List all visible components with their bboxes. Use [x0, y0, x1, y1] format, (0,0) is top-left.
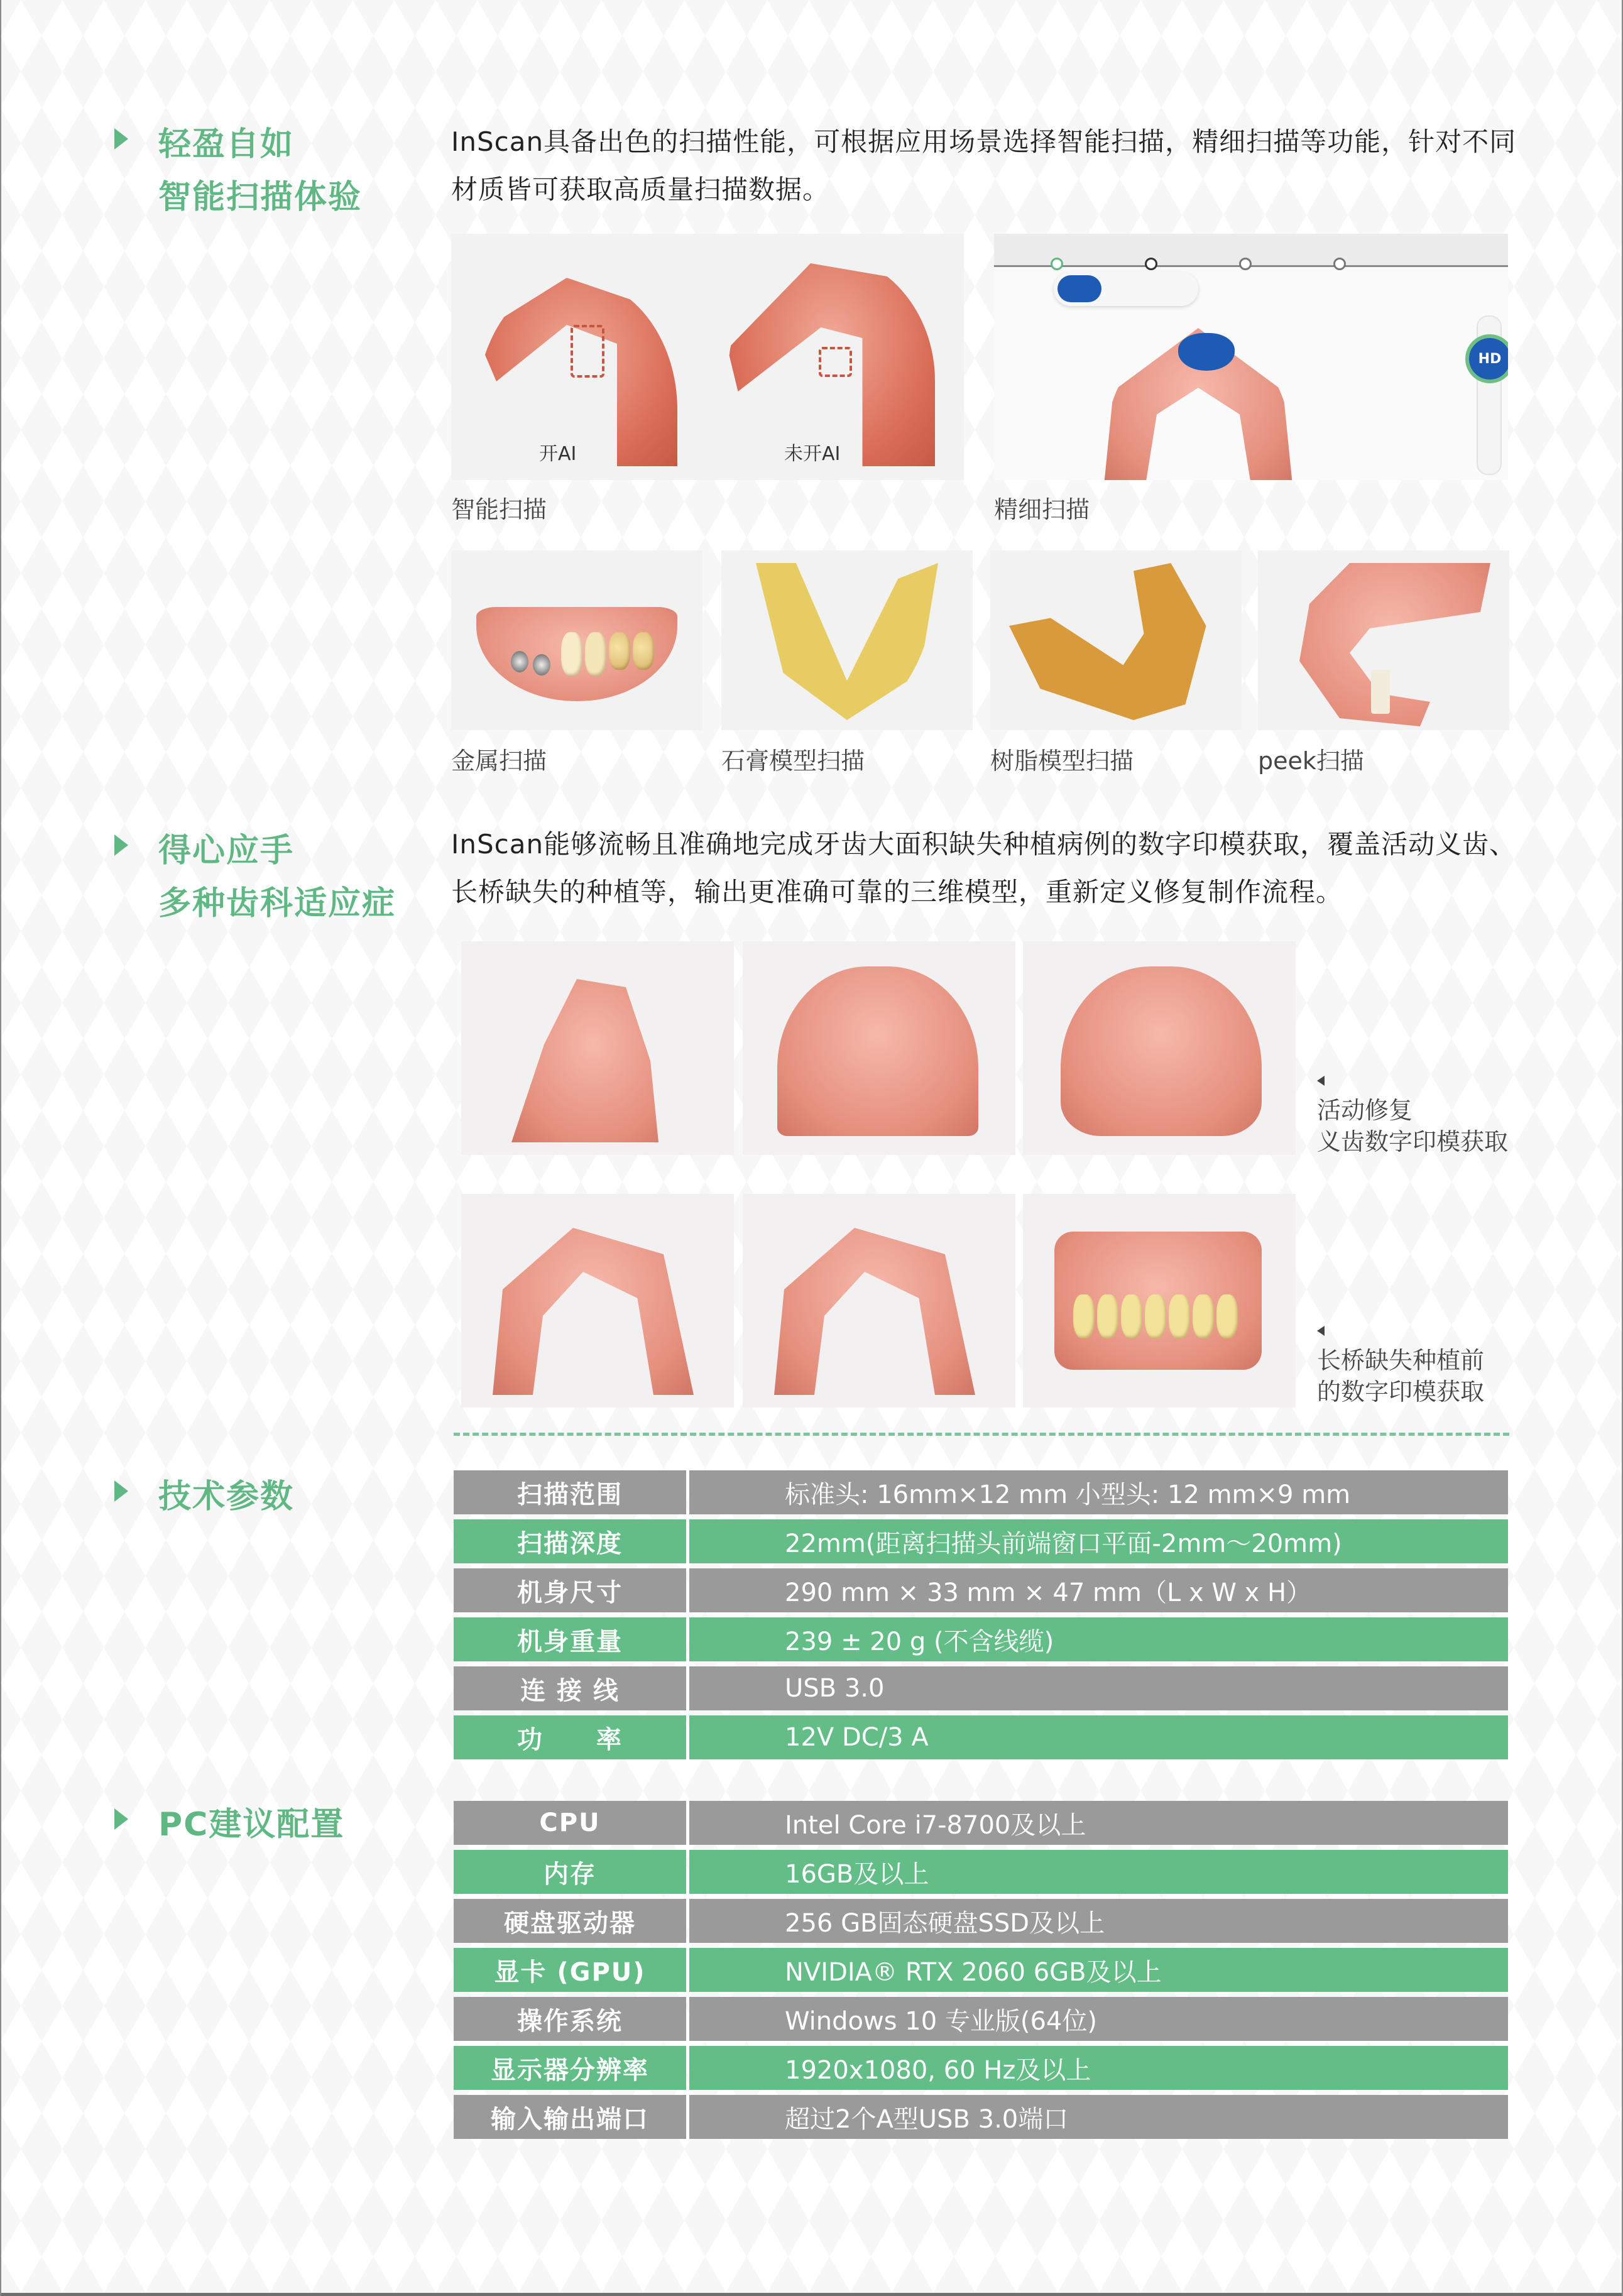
fine-scan-image — [994, 234, 1508, 480]
triangle-bullet-icon — [114, 1480, 128, 1502]
implant-arch — [493, 1219, 694, 1395]
note-line: 活动修复 — [1317, 1096, 1413, 1124]
resin-scan-caption: 树脂模型扫描 — [990, 747, 1134, 775]
denture-case-note — [1317, 1076, 1508, 1157]
palate-model — [1061, 966, 1262, 1136]
resin-model — [1009, 563, 1216, 720]
peek-post — [1371, 670, 1390, 714]
indications-description: InScan能够流畅且准确地完成牙齿大面积缺失种植病例的数字印模获取，覆盖活动义齿、长桥缺失的种植等，输出更准确可靠的三维模型，重新定义修复制作流程。 — [451, 829, 1517, 907]
lower-teeth — [1073, 1294, 1238, 1338]
metal-scan-caption: 金属扫描 — [451, 747, 547, 775]
section-divider — [454, 1433, 1509, 1436]
implant-case-note — [1317, 1326, 1484, 1408]
table-row — [454, 1948, 1508, 1992]
table-row — [454, 1997, 1508, 2041]
heading-line-1: PC建议配置 — [158, 1806, 345, 1844]
spec-value: NVIDIA® RTX 2060 6GB及以上 — [689, 1948, 1508, 1992]
ai-on-label: 开AI — [539, 443, 577, 465]
spec-key: 显示器分辨率 — [454, 2046, 686, 2090]
smart-scan-image — [451, 234, 964, 480]
jaw-mode-icon — [1057, 275, 1101, 302]
triangle-bullet-icon — [114, 834, 128, 856]
step-indicator — [1145, 258, 1157, 270]
section-heading-indications — [114, 824, 396, 930]
table-row — [454, 1899, 1508, 1943]
denture-case-image-1 — [461, 941, 734, 1155]
spec-value: 256 GB固态硬盘SSD及以上 — [689, 1899, 1508, 1943]
left-arrow-icon — [1317, 1076, 1325, 1086]
plaster-scan-image — [721, 550, 973, 730]
spec-key: 内存 — [454, 1850, 686, 1894]
spec-value: 标准头: 16mm×12 mm 小型头: 12 mm×9 mm — [689, 1470, 1508, 1514]
implant-arch — [774, 1219, 975, 1395]
implant-case-image-2 — [743, 1194, 1015, 1408]
spec-key: 输入输出端口 — [454, 2095, 686, 2139]
spec-value: 1920x1080, 60 Hz及以上 — [689, 2046, 1508, 2090]
focus-frame — [819, 347, 852, 377]
heading-line-2: 多种齿科适应症 — [158, 885, 396, 922]
smart-scan-caption: 智能扫描 — [451, 496, 547, 523]
triangle-bullet-icon — [114, 1808, 128, 1830]
spec-key: 连 接 线 — [454, 1666, 686, 1710]
note-line: 的数字印模获取 — [1317, 1378, 1485, 1406]
section-heading-smart-scan — [114, 118, 362, 224]
tech-specs-table — [454, 1470, 1508, 1764]
denture-case-image-2 — [743, 941, 1015, 1155]
spec-key: 操作系统 — [454, 1997, 686, 2041]
peek-model — [1289, 563, 1490, 726]
table-row — [454, 2046, 1508, 2090]
spec-value: 12V DC/3 A — [689, 1715, 1508, 1759]
implant-case-image-1 — [461, 1194, 734, 1408]
smart-scan-description: InScan具备出色的扫描性能，可根据应用场景选择智能扫描，精细扫描等功能，针对不同材质皆可获取高质量扫描数据。 — [451, 126, 1517, 205]
table-row — [454, 2095, 1508, 2139]
spec-key: CPU — [454, 1801, 686, 1845]
spec-key: 扫描深度 — [454, 1519, 686, 1563]
spec-value: 16GB及以上 — [689, 1850, 1508, 1894]
table-row — [454, 1715, 1508, 1759]
step-indicator — [1333, 258, 1346, 270]
section-heading-pc-config — [114, 1798, 344, 1851]
spec-value: 290 mm × 33 mm × 47 mm（L x W x H） — [689, 1568, 1508, 1612]
heading-line-2: 智能扫描体验 — [158, 178, 363, 216]
table-row — [454, 1617, 1508, 1661]
heading-line-1: 轻盈自如 — [158, 126, 295, 163]
spec-value: 239 ± 20 g (不含线缆) — [689, 1617, 1508, 1661]
heading-line-1: 得心应手 — [158, 832, 295, 870]
spec-value: 超过2个A型USB 3.0端口 — [689, 2095, 1508, 2139]
spec-value: 22mm(距离扫描头前端窗口平面-2mm～20mm) — [689, 1519, 1508, 1563]
palate-model — [511, 979, 675, 1142]
spec-key: 扫描范围 — [454, 1470, 686, 1514]
peek-scan-image — [1258, 550, 1509, 730]
plaster-model — [756, 563, 938, 720]
spec-key: 机身尺寸 — [454, 1568, 686, 1612]
table-row — [454, 1666, 1508, 1710]
spec-key: 功 率 — [454, 1715, 686, 1759]
hd-scan-button: HD — [1465, 334, 1508, 383]
spec-value: Intel Core i7-8700及以上 — [689, 1801, 1508, 1845]
teeth — [561, 632, 654, 676]
spec-value: Windows 10 专业版(64位) — [689, 1997, 1508, 2041]
section-heading-tech-specs — [114, 1470, 294, 1523]
triangle-bullet-icon — [114, 128, 128, 150]
metal-implant — [533, 654, 550, 675]
table-row — [454, 1470, 1508, 1514]
fine-scan-caption: 精细扫描 — [994, 496, 1090, 523]
implant-case-image-3 — [1023, 1194, 1296, 1408]
resin-scan-image — [990, 550, 1242, 730]
note-line: 长桥缺失种植前 — [1317, 1347, 1485, 1374]
metal-implant — [511, 651, 528, 672]
table-row — [454, 1568, 1508, 1612]
table-row — [454, 1850, 1508, 1894]
spec-key: 机身重量 — [454, 1617, 686, 1661]
palate-model — [777, 966, 978, 1136]
note-line: 义齿数字印模获取 — [1317, 1128, 1509, 1156]
spec-key: 硬盘驱动器 — [454, 1899, 686, 1943]
peek-scan-caption: peek扫描 — [1258, 747, 1364, 775]
page-bottom-border — [1, 2293, 1622, 2296]
pc-config-table — [454, 1801, 1508, 2144]
plaster-scan-caption: 石膏模型扫描 — [721, 747, 865, 775]
step-indicator — [1239, 258, 1252, 270]
table-row — [454, 1801, 1508, 1845]
left-arrow-icon — [1317, 1326, 1325, 1336]
spec-value: USB 3.0 — [689, 1666, 1508, 1710]
step-indicator — [1051, 258, 1063, 270]
metal-scan-image — [451, 550, 702, 730]
focus-frame — [571, 325, 604, 378]
denture-case-image-3 — [1023, 941, 1296, 1155]
selected-tooth-region — [1178, 333, 1235, 371]
heading-line-1: 技术参数 — [158, 1478, 295, 1516]
scan-mode-toggle — [1054, 271, 1198, 306]
spec-key: 显卡 (GPU) — [454, 1948, 686, 1992]
ai-off-label: 未开AI — [784, 443, 841, 465]
table-row — [454, 1519, 1508, 1563]
